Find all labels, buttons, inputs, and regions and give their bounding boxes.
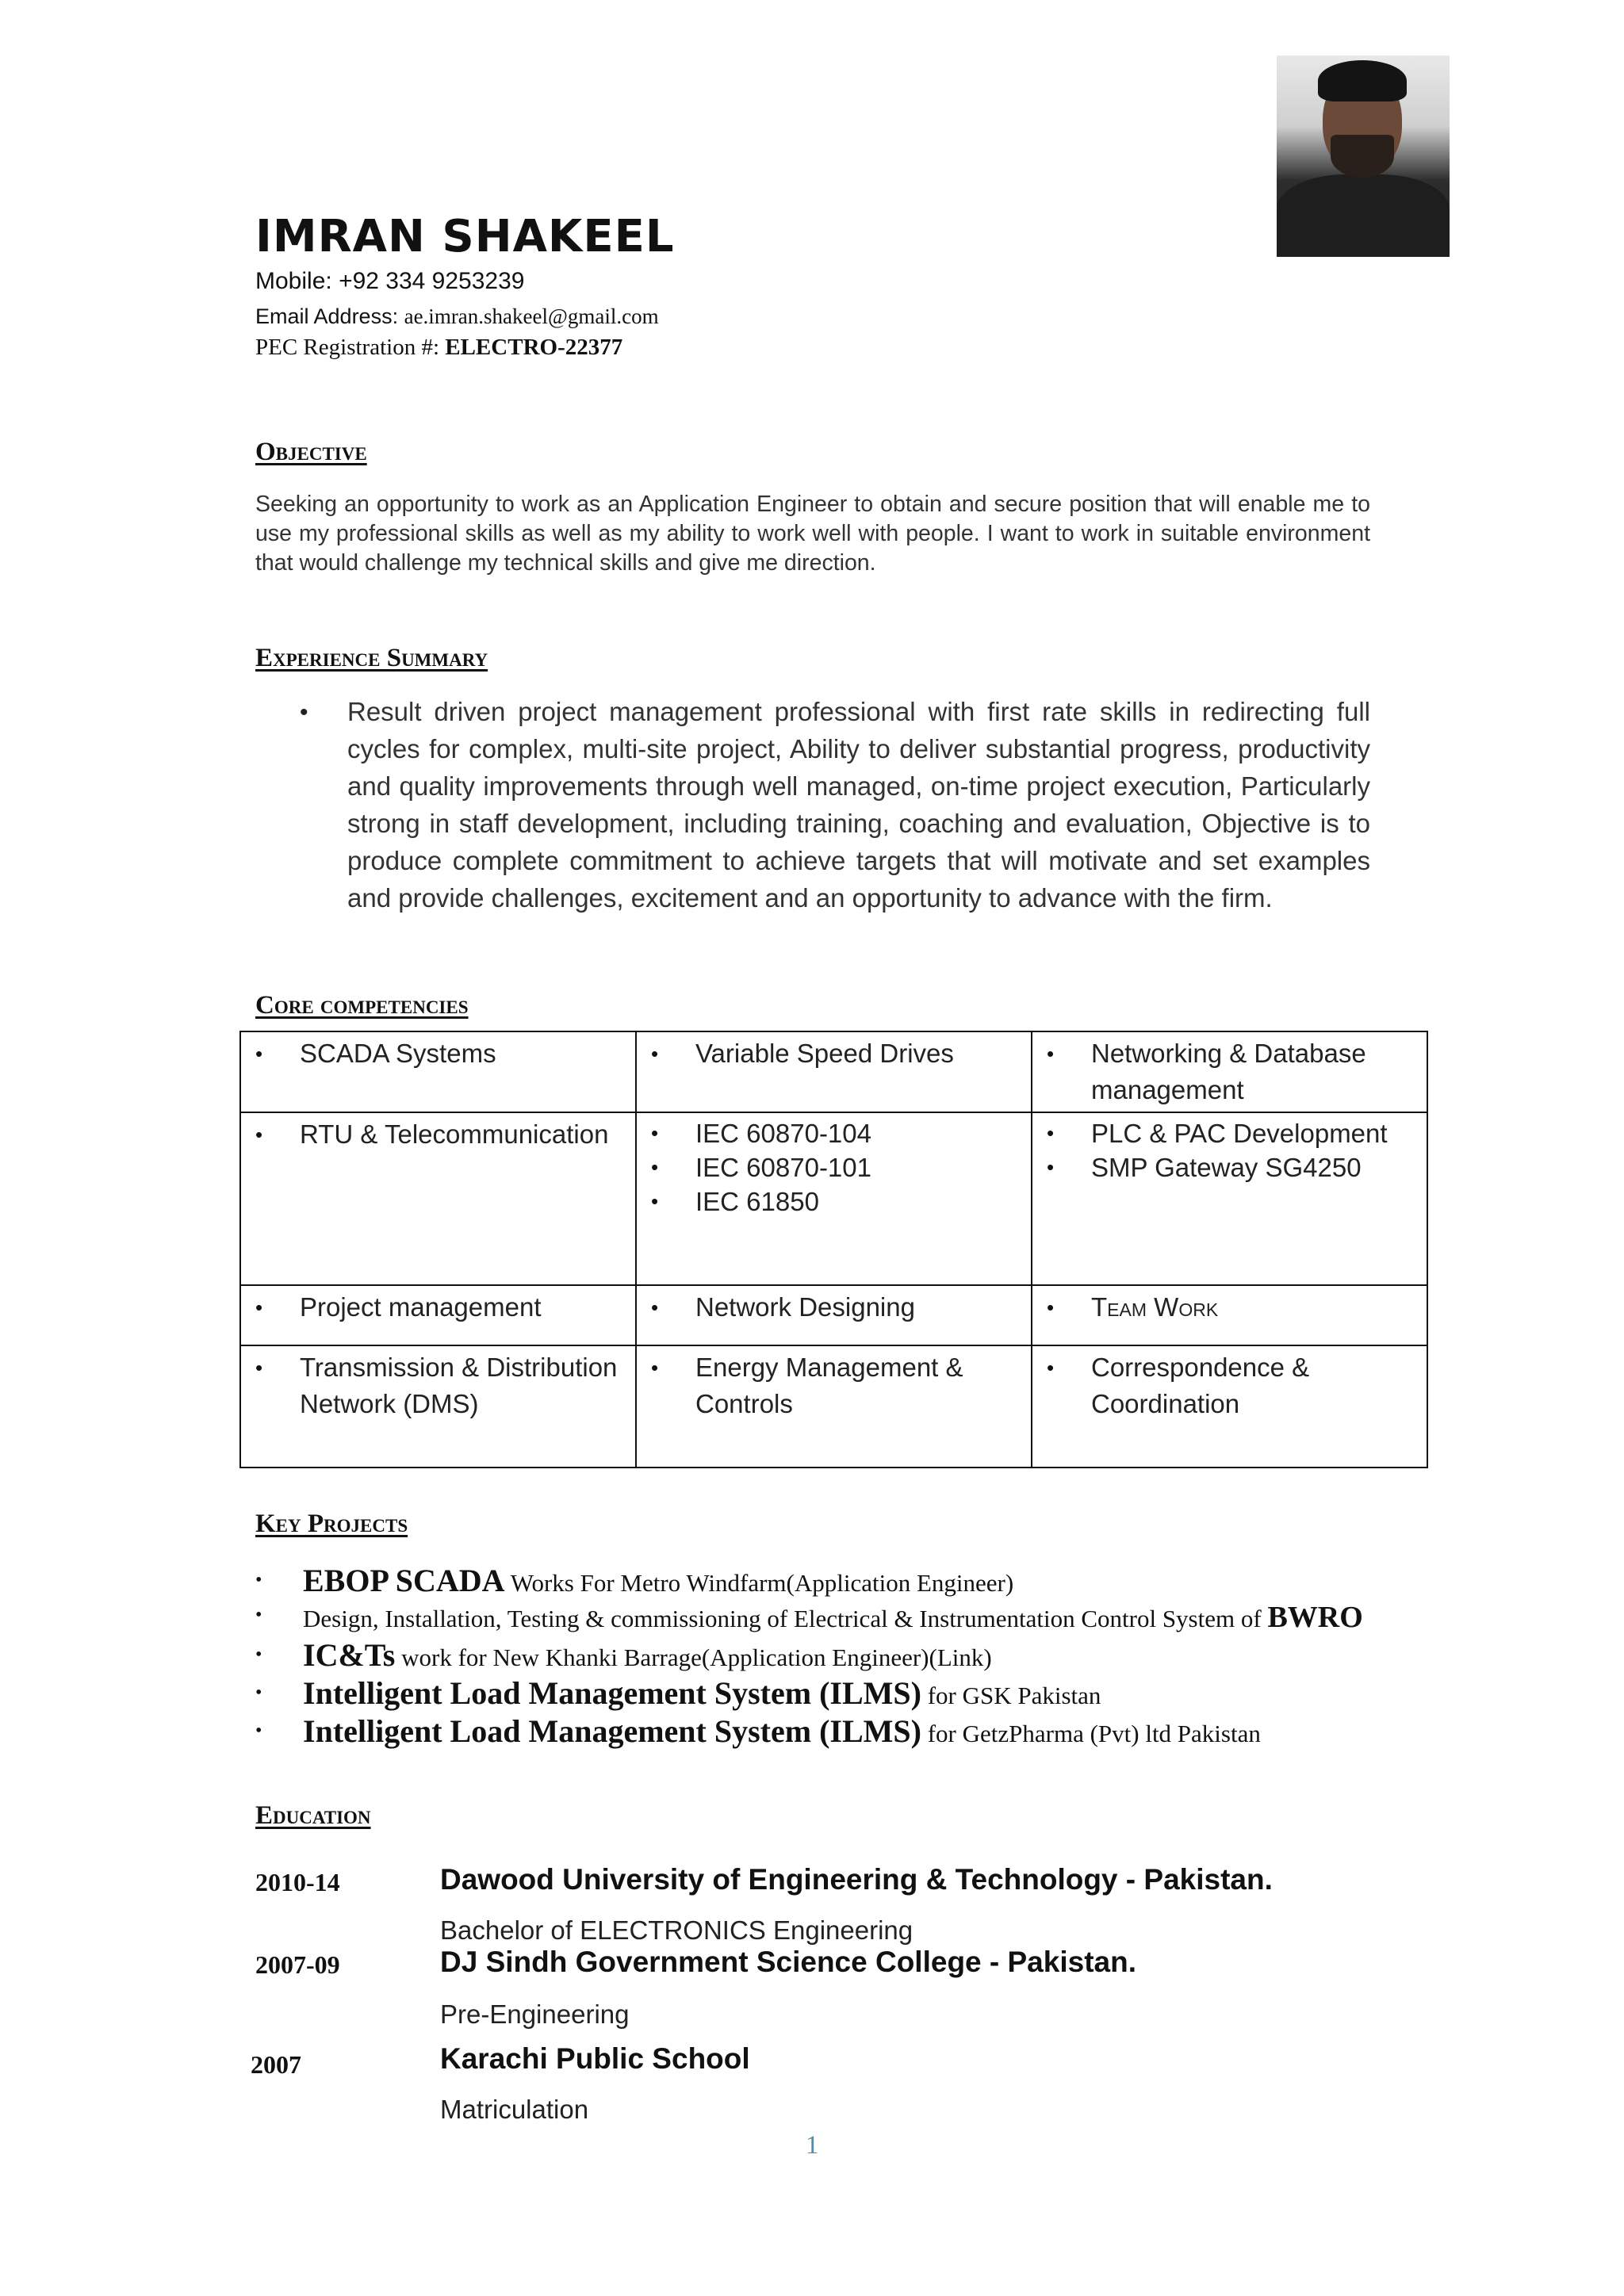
mobile-number: +92 334 9253239: [339, 268, 525, 294]
table-cell: • Correspondence & Coordination: [1032, 1345, 1427, 1468]
project-title: Intelligent Load Management System (ILMS): [303, 1675, 921, 1711]
competency-item: SMP Gateway SG4250: [1091, 1153, 1362, 1182]
experience-text: Result driven project management professional with first rate skills in redirecting full cycles for complex, multi-site project, Ability to deliver substantial progress, productivity and quality improvements through well managed, on-time project execution, Particularly strong in staff development, including training, coaching and evaluation, Objective is to produce complete commitment to achieve targets that will motivate and set examples and provide challenges, excitement and an opportunity to advance with the firm.: [347, 697, 1370, 913]
education-institution: Dawood University of Engineering & Technology - Pakistan.: [440, 1863, 1273, 1896]
competency-item: Networking & Database management: [1091, 1039, 1366, 1104]
list-item: • Intelligent Load Management System (ILMS) for GSK Pakistan: [255, 1675, 1101, 1711]
competency-item: SCADA Systems: [300, 1039, 496, 1068]
project-title: BWRO: [1267, 1601, 1363, 1634]
table-cell: • SCADA Systems: [240, 1031, 636, 1112]
competency-item: Team Work: [1091, 1292, 1219, 1322]
competency-item: Project management: [300, 1292, 542, 1322]
table-cell: • IEC 60870-104 • IEC 60870-101 • IEC 61850: [636, 1112, 1032, 1285]
education-institution: DJ Sindh Government Science College - Pakistan.: [440, 1946, 1136, 1978]
table-cell: • PLC & PAC Development • SMP Gateway SG4250: [1032, 1112, 1427, 1285]
key-projects-heading: Key Projects: [255, 1510, 408, 1538]
table-cell: • Networking & Database management: [1032, 1031, 1427, 1112]
mobile-label: Mobile:: [255, 268, 332, 294]
table-cell: • RTU & Telecommunication: [240, 1112, 636, 1285]
experience-bullet: •: [300, 699, 308, 725]
objective-text: Seeking an opportunity to work as an Application Engineer to obtain and secure position that will enable me to use my professional skills as well as my ability to work well with people. I want to work in suitable environment that would challenge my technical skills and give me direction.: [255, 492, 1370, 576]
table-row: [240, 1345, 1427, 1468]
table-cell: • Team Work: [1032, 1285, 1427, 1345]
table-cell: • Project management: [240, 1285, 636, 1345]
experience-heading: Experience Summary: [255, 644, 488, 672]
table-cell: • Energy Management & Controls: [636, 1345, 1032, 1468]
pec-line: [255, 335, 622, 361]
table-row: [240, 1112, 1427, 1285]
education-years: 2007-09: [255, 1950, 340, 1979]
core-competencies-heading: Core competencies: [255, 991, 469, 1020]
table-cell: • Network Designing: [636, 1285, 1032, 1345]
project-detail: Works For Metro Windfarm(Application Engineer): [504, 1569, 1014, 1597]
education-degree: Pre-Engineering: [440, 1999, 630, 2029]
list-item: • IC&Ts work for New Khanki Barrage(Application Engineer)(Link): [255, 1637, 992, 1673]
page-number: 1: [806, 2131, 819, 2160]
competency-item: Network Designing: [695, 1292, 915, 1322]
education-institution: Karachi Public School: [440, 2042, 750, 2075]
pec-label: PEC Registration #:: [255, 335, 439, 360]
project-title: Intelligent Load Management System (ILMS): [303, 1713, 921, 1749]
competency-item: Variable Speed Drives: [695, 1039, 954, 1068]
education-heading: Education: [255, 1801, 371, 1830]
education-degree: Bachelor of ELECTRONICS Engineering: [440, 1915, 914, 1945]
project-title: EBOP SCADA: [303, 1563, 505, 1598]
list-item: • Design, Installation, Testing & commissioning of Electrical & Instrumentation Control System of BWRO: [255, 1601, 1363, 1634]
key-projects-list: [255, 1562, 1508, 1751]
table-cell: • Transmission & Distribution Network (DMS): [240, 1345, 636, 1468]
mobile-line: [255, 268, 524, 295]
profile-photo: [1277, 55, 1450, 257]
project-detail: for GetzPharma (Pvt) ltd Pakistan: [921, 1720, 1261, 1747]
education-years: 2007: [251, 2050, 301, 2079]
project-detail: work for New Khanki Barrage(Application Engineer)(Link): [395, 1644, 992, 1671]
email-label: Email Address:: [255, 304, 399, 328]
table-row: [240, 1031, 1427, 1112]
candidate-name: IMRAN SHAKEEL: [255, 211, 675, 262]
competency-item: PLC & PAC Development: [1091, 1119, 1388, 1148]
competency-item: IEC 60870-104: [695, 1119, 871, 1148]
competency-item: IEC 61850: [695, 1187, 819, 1216]
education-years: 2010-14: [255, 1868, 340, 1896]
competency-item: RTU & Telecommunication: [300, 1119, 609, 1149]
project-detail: Design, Installation, Testing & commissioning of Electrical & Instrumentation Control System of: [303, 1605, 1268, 1632]
pec-number: ELECTRO-22377: [445, 335, 623, 360]
competency-item: Transmission & Distribution Network (DMS): [300, 1353, 618, 1418]
list-item: • Intelligent Load Management System (ILMS) for GetzPharma (Pvt) ltd Pakistan: [255, 1713, 1261, 1749]
list-item: • EBOP SCADA Works For Metro Windfarm(Application Engineer): [255, 1563, 1014, 1598]
objective-heading: Objective: [255, 438, 367, 466]
competency-item: IEC 60870-101: [695, 1153, 871, 1182]
competency-item: Correspondence & Coordination: [1091, 1353, 1310, 1418]
core-competencies-table: [239, 1031, 1428, 1468]
email-line: [255, 304, 659, 329]
education-degree: Matriculation: [440, 2095, 589, 2124]
project-detail: for GSK Pakistan: [921, 1682, 1101, 1709]
table-cell: • Variable Speed Drives: [636, 1031, 1032, 1112]
competency-item: Energy Management & Controls: [695, 1353, 963, 1418]
project-title: IC&Ts: [303, 1637, 396, 1673]
email-address[interactable]: ae.imran.shakeel@gmail.com: [404, 304, 659, 328]
table-row: [240, 1285, 1427, 1345]
